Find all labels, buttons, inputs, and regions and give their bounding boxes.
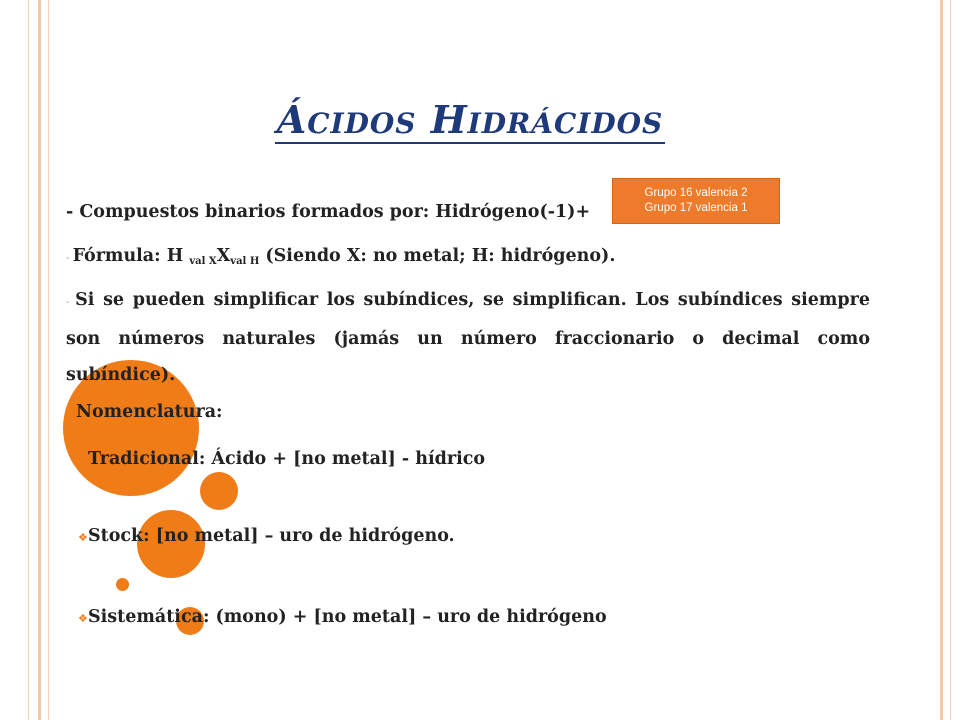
bullet-stock: Stock: [no metal] – uro de hidrógeno.	[88, 526, 455, 546]
dash-marker: -	[66, 253, 73, 264]
formula-b: X	[216, 246, 231, 266]
formula-a: Fórmula: H	[72, 246, 190, 266]
paragraph-simplificar	[66, 282, 870, 393]
line-compuestos: - Compuestos binarios formados por: Hidrógeno(-1)+	[66, 202, 591, 222]
bullet-tradicional: Tradicional: Ácido + [no metal] - hídrico	[88, 449, 486, 469]
paragraph-simplificar-text: Si se pueden simplificar los subíndices, se simplifican. Los subíndices siempre son números naturales (jamás un número fraccionario o decimal como subíndice).	[66, 290, 870, 385]
bullet-sistematica: Sistemática: (mono) + [no metal] – uro de hidrógeno	[88, 607, 607, 627]
title-rest-2: IDRÁCIDOS	[467, 107, 664, 140]
diamond-bullet-icon: ❖	[78, 612, 88, 625]
formula-sub-2: val H	[230, 256, 260, 267]
title-initial-2: H	[430, 97, 468, 142]
line-formula	[66, 238, 870, 280]
title-initial-1: Á	[276, 97, 308, 142]
badge-line-1: Grupo 16 valencia 2	[644, 187, 748, 199]
diamond-bullet-icon: ❖	[78, 531, 88, 544]
formula-sub-1: val X	[189, 256, 217, 267]
badge-line-2: Grupo 17 valencia 1	[644, 202, 748, 214]
title-rest-1: CIDOS	[307, 107, 417, 140]
decorative-circle-medium	[200, 472, 238, 510]
decorative-circle-tiny	[116, 578, 129, 591]
nomenclatura-heading: Nomenclatura:	[76, 402, 223, 422]
diamond-bullet-icon: ❖	[78, 457, 88, 470]
dash-marker: -	[66, 297, 76, 308]
right-accent-line-1	[940, 0, 943, 720]
formula-c: (Siendo X: no metal; H: hidrógeno).	[259, 246, 616, 266]
right-accent-line-2	[950, 0, 951, 720]
slide-title	[0, 96, 940, 148]
